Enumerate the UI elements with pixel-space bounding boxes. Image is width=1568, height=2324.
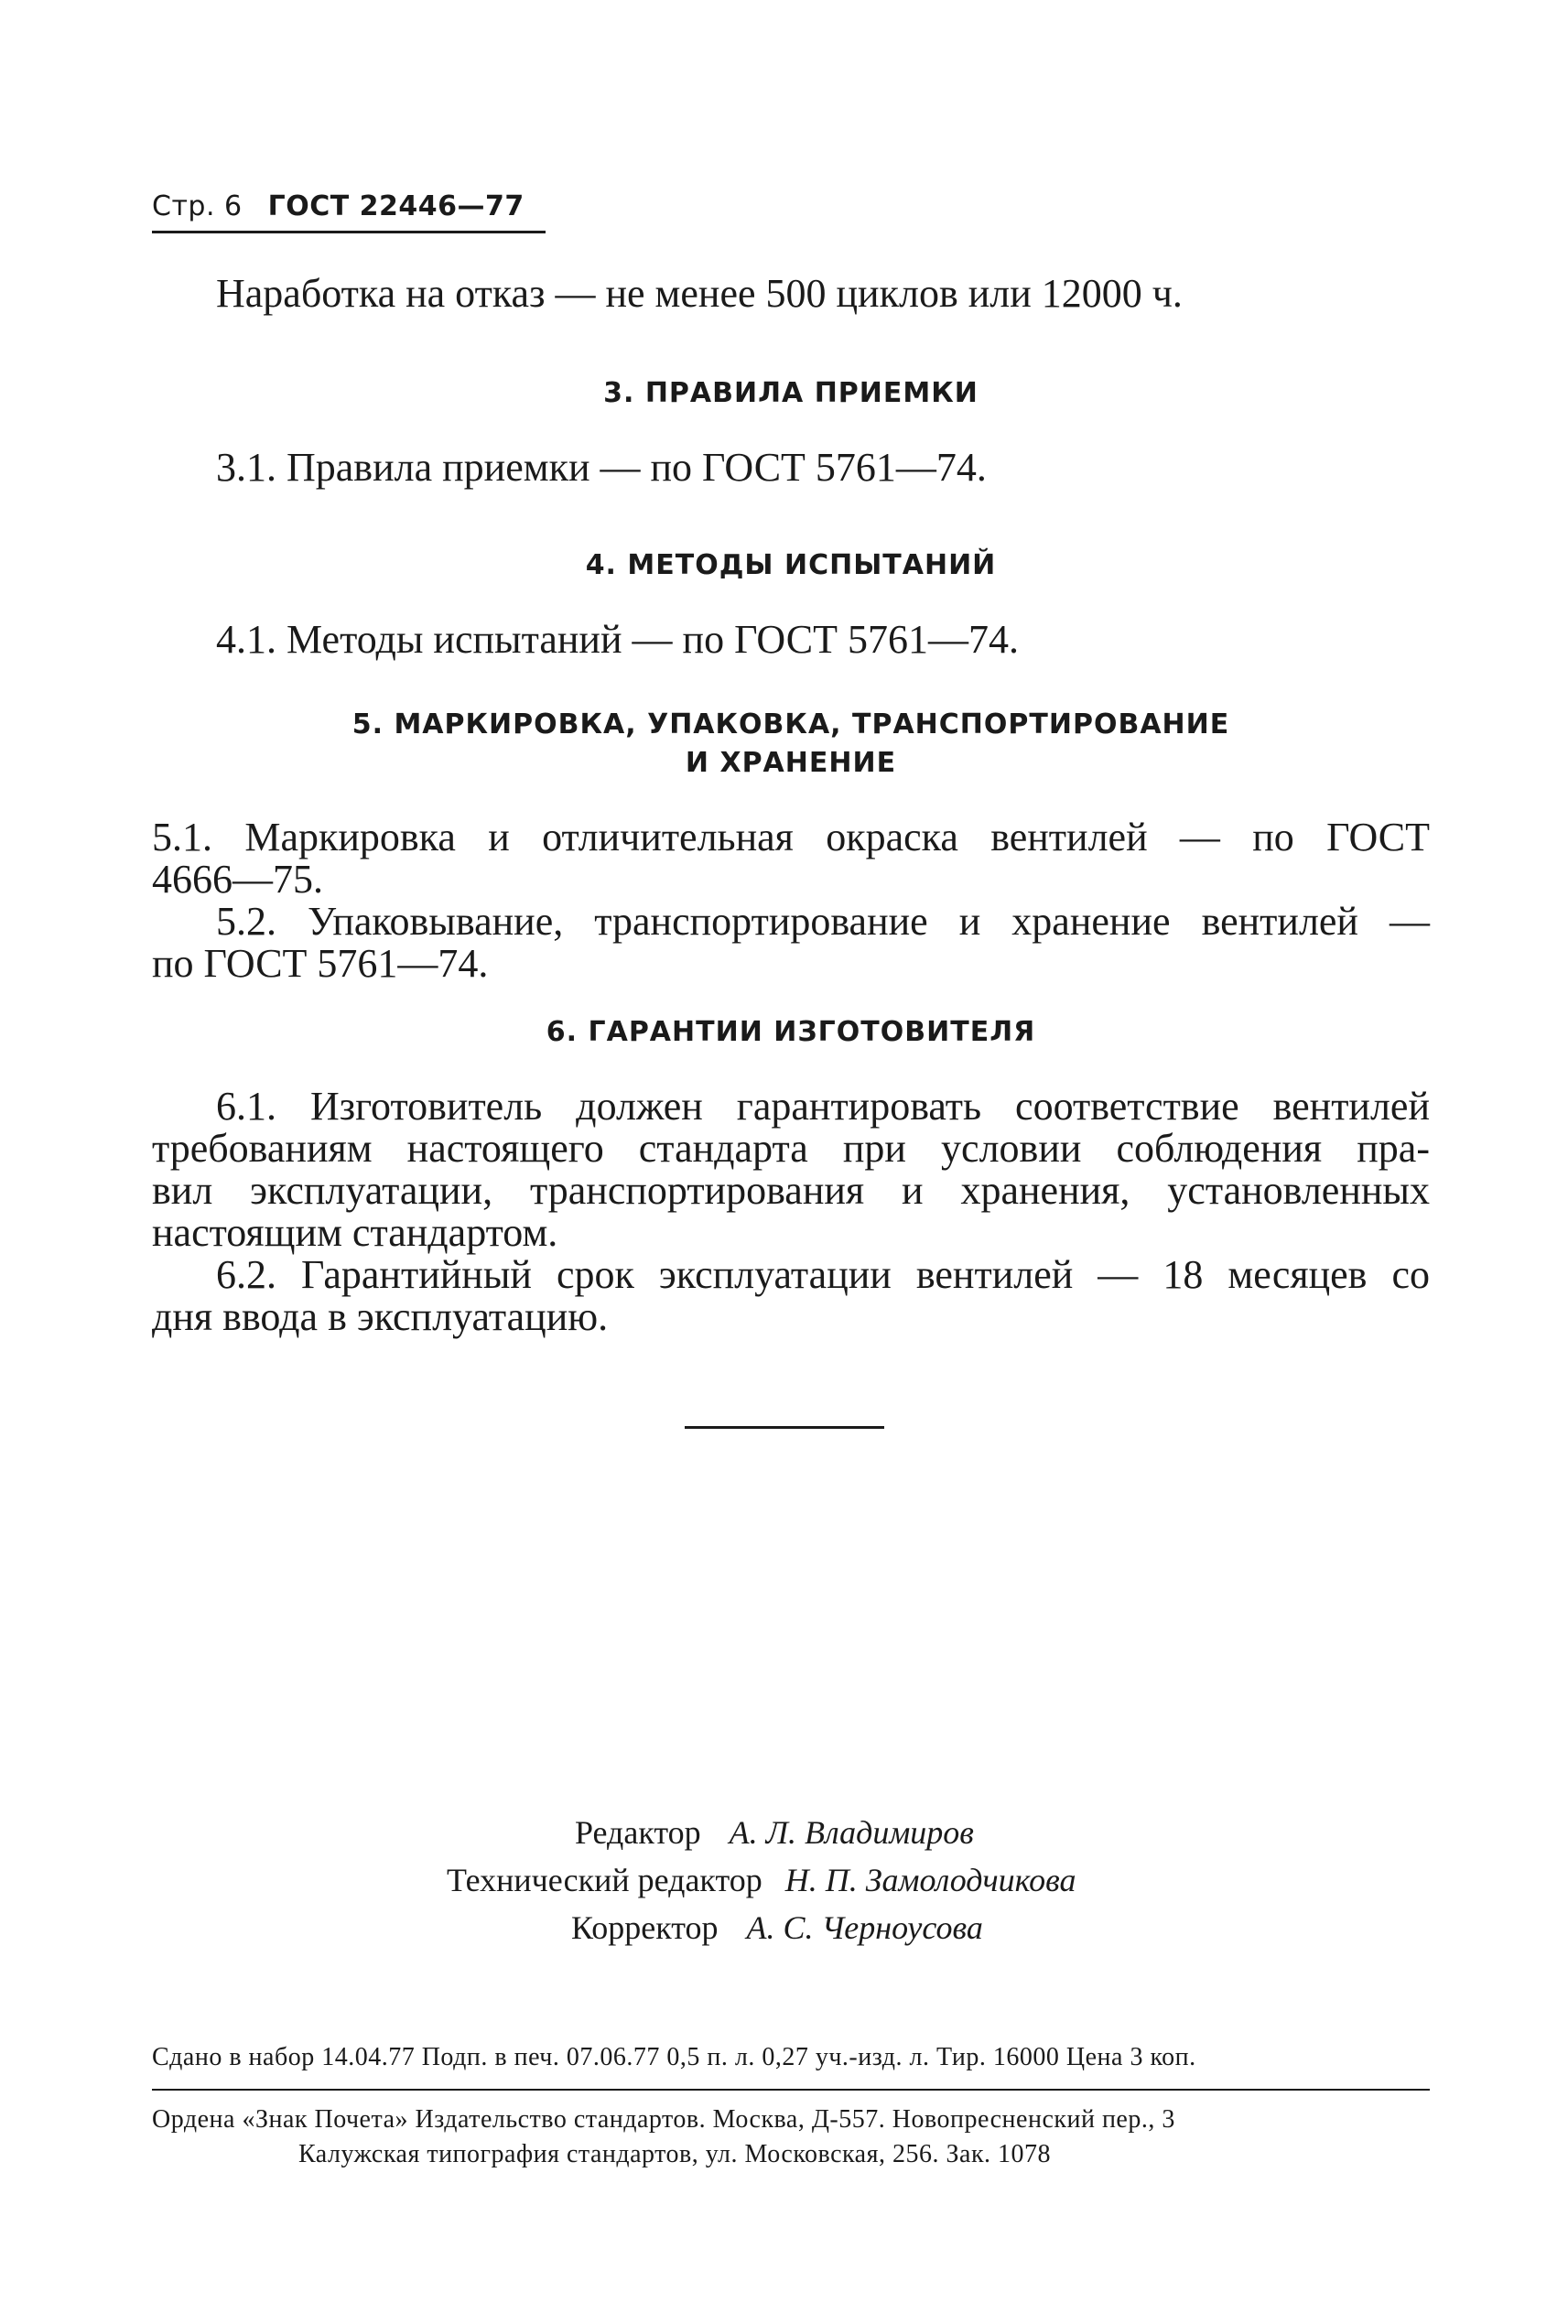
section-5-p2-line2: по ГОСТ 5761—74. — [152, 941, 489, 986]
section-6-p1-line1: 6.1. Изготовитель должен гарантировать соответствие вентилей — [216, 1084, 1430, 1129]
credit-name: А. Л. Владимиров — [729, 1814, 974, 1851]
section-3-text: 3.1. Правила приемки — по ГОСТ 5761—74. — [216, 445, 987, 490]
intro-line: Наработка на отказ — не менее 500 циклов или 12000 ч. — [216, 271, 1183, 316]
page-number: Стр. 6 — [152, 190, 243, 222]
header-rule — [152, 231, 546, 233]
imprint-rule — [152, 2089, 1430, 2091]
section-5-heading-line1: 5. МАРКИРОВКА, УПАКОВКА, ТРАНСПОРТИРОВАНИЕ — [351, 708, 1230, 740]
section-6-p2-line1: 6.2. Гарантийный срок эксплуатации вентилей — 18 месяцев со — [216, 1252, 1430, 1297]
section-4-heading: 4. МЕТОДЫ ИСПЫТАНИЙ — [585, 549, 997, 581]
section-6-p1-line4: настоящим стандартом. — [152, 1210, 558, 1255]
imprint-line2: Ордена «Знак Почета» Издательство стандартов. Москва, Д-557. Новопресненский пер., 3 — [152, 2105, 1175, 2134]
credit-proofreader — [571, 1904, 983, 1951]
standard-number: ГОСТ 22446—77 — [267, 190, 524, 222]
section-5-p2-line1: 5.2. Упаковывание, транспортирование и хранение вентилей — — [216, 899, 1430, 944]
section-6-p2-line2: дня ввода в эксплуатацию. — [152, 1294, 609, 1339]
end-rule — [685, 1426, 884, 1429]
credit-role: Редактор — [575, 1814, 701, 1851]
imprint-line1: Сдано в набор 14.04.77 Подп. в печ. 07.06.77 0,5 п. л. 0,27 уч.-изд. л. Тир. 16000 Цена 3 коп. — [152, 2043, 1196, 2071]
section-6-p1-line2: требованиям настоящего стандарта при условии соблюдения пра- — [152, 1126, 1430, 1171]
section-3-heading: 3. ПРАВИЛА ПРИЕМКИ — [603, 377, 979, 409]
credit-role: Корректор — [571, 1909, 719, 1946]
imprint-line3: Калужская типография стандартов, ул. Московская, 256. Зак. 1078 — [298, 2140, 1052, 2168]
credit-tech-editor — [447, 1856, 1076, 1904]
credit-role: Технический редактор — [447, 1862, 762, 1898]
running-head — [152, 190, 524, 222]
section-5-heading-line2: И ХРАНЕНИЕ — [685, 747, 897, 779]
section-4-text: 4.1. Методы испытаний — по ГОСТ 5761—74. — [216, 617, 1019, 662]
section-5-p1-line2: 4666—75. — [152, 857, 323, 902]
credit-editor — [575, 1809, 974, 1856]
credit-name: Н. П. Замолодчикова — [784, 1862, 1076, 1898]
section-6-heading: 6. ГАРАНТИИ ИЗГОТОВИТЕЛЯ — [546, 1016, 1036, 1048]
section-5-p1-line1: 5.1. Маркировка и отличительная окраска вентилей — по ГОСТ — [152, 815, 1430, 859]
section-6-p1-line3: вил эксплуатации, транспортирования и хранения, установленных — [152, 1168, 1430, 1213]
credit-name: А. С. Черноусова — [746, 1909, 983, 1946]
